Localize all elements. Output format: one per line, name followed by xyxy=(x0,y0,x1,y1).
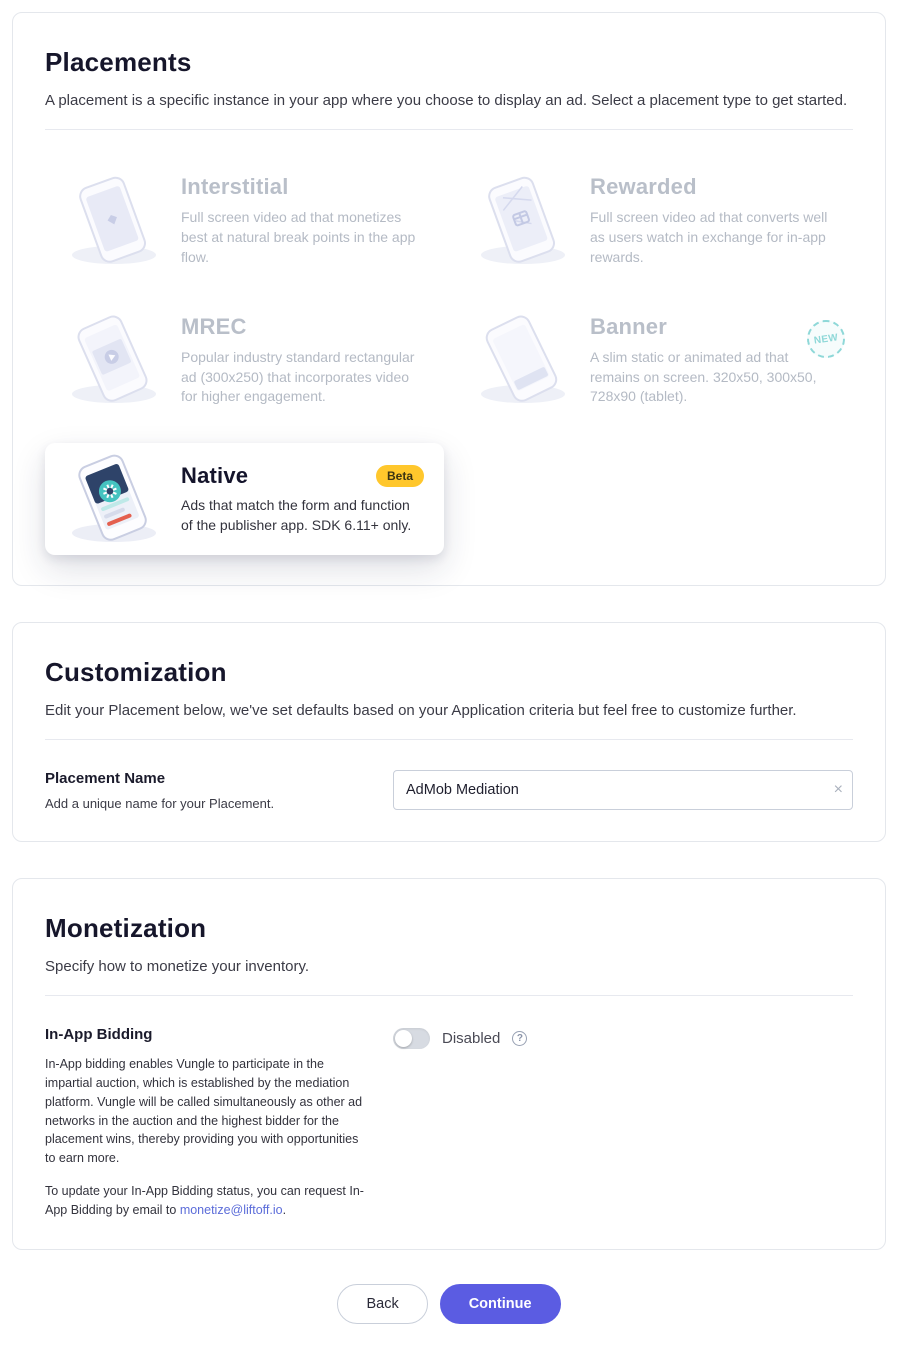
placement-type-description: Full screen video ad that converts well as users watch in exchange for in-app rewards. xyxy=(590,209,828,265)
placement-type-description: Popular industry standard rectangular ad (300x250) that incorporates video for higher engagement. xyxy=(181,348,415,405)
toggle-knob xyxy=(395,1030,412,1047)
back-button[interactable]: Back xyxy=(337,1284,427,1324)
placement-name-label: Placement Name xyxy=(45,770,166,788)
update-note-text: To update your In-App Bidding status, you can request In-App Bidding by email to xyxy=(45,1183,364,1217)
placement-type-title: Interstitial xyxy=(181,174,289,199)
in-app-bidding-toggle-row xyxy=(393,1026,853,1049)
beta-badge: Beta xyxy=(376,465,424,487)
placement-type-banner[interactable] xyxy=(454,304,853,418)
monetization-card xyxy=(12,878,886,1250)
monetize-email-link[interactable]: monetize@liftoff.io xyxy=(179,1202,283,1217)
placement-type-description: Full screen video ad that monetizes best at natural break points in the app flow. xyxy=(181,209,416,265)
empty-grid-cell xyxy=(454,443,853,555)
placement-name-input[interactable] xyxy=(393,770,853,810)
placement-type-title: MREC xyxy=(181,313,247,339)
in-app-bidding-toggle[interactable] xyxy=(393,1028,430,1049)
new-badge: NEW xyxy=(805,317,848,360)
customization-card xyxy=(12,622,886,842)
continue-button[interactable]: Continue xyxy=(440,1284,561,1324)
customization-subtitle: Edit your Placement below, we've set defaults based on your Application criteria but feel free to customize further. xyxy=(45,702,797,720)
placement-type-description: Ads that match the form and function of the publisher app. SDK 6.11+ only. xyxy=(181,496,412,533)
footer-actions xyxy=(12,1284,886,1324)
placement-type-description: A slim static or animated ad that remains on screen. 320x50, 300x50, 728x90 (tablet). xyxy=(590,348,817,405)
banner-phone-icon xyxy=(466,314,576,406)
placements-card xyxy=(12,12,886,586)
placement-type-rewarded[interactable] xyxy=(454,164,853,278)
in-app-bidding-row xyxy=(45,1026,853,1219)
in-app-bidding-update-note xyxy=(45,1182,367,1220)
customization-title: Customization xyxy=(45,657,227,688)
placement-type-title: Banner xyxy=(590,313,667,339)
help-icon[interactable]: ? xyxy=(512,1031,527,1046)
update-note-period: . xyxy=(282,1202,287,1217)
placements-title: Placements xyxy=(45,47,192,77)
interstitial-phone-icon xyxy=(57,175,167,267)
divider xyxy=(45,739,853,740)
monetization-title: Monetization xyxy=(45,913,207,944)
rewarded-phone-icon xyxy=(466,175,576,267)
clear-input-icon[interactable]: × xyxy=(833,781,843,799)
placement-name-input-wrap xyxy=(393,770,853,810)
placement-type-title: Rewarded xyxy=(590,174,697,199)
in-app-bidding-label: In-App Bidding xyxy=(45,1026,153,1044)
placement-type-title: Native xyxy=(181,462,249,488)
placement-type-mrec[interactable] xyxy=(45,304,444,418)
placement-type-grid xyxy=(45,164,853,555)
in-app-bidding-description: In-App bidding enables Vungle to participate in the impartial auction, which is established by the mediation platform. Vungle will be called simultaneously as other ad networks in the auction and the highest bidder for the placement wins, thereby providing you with opportunities to earn more. xyxy=(45,1057,363,1165)
native-phone-icon xyxy=(57,453,167,545)
placement-name-help: Add a unique name for your Placement. xyxy=(45,796,275,812)
in-app-bidding-status: Disabled xyxy=(442,1030,501,1048)
monetization-subtitle: Specify how to monetize your inventory. xyxy=(45,958,310,976)
divider xyxy=(45,995,853,996)
mrec-phone-icon xyxy=(57,314,167,406)
divider xyxy=(45,129,853,130)
placement-type-interstitial[interactable] xyxy=(45,164,444,278)
placements-subtitle: A placement is a specific instance in your app where you choose to display an ad. Select a placement type to get started. xyxy=(45,92,848,109)
placement-name-row xyxy=(45,770,853,811)
placement-type-native[interactable] xyxy=(45,443,444,555)
